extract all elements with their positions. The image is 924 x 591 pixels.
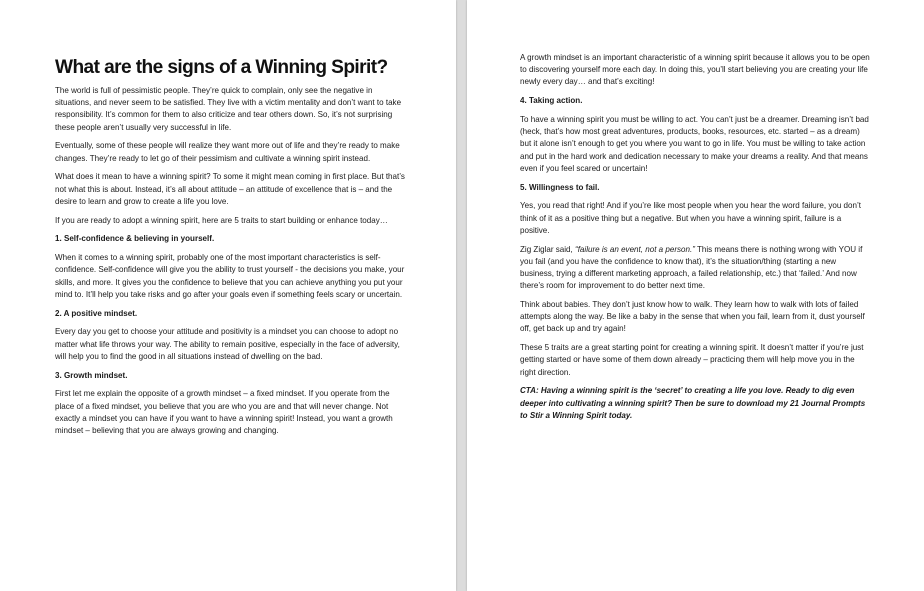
willingness-paragraph-3: Think about babies. They don’t just know how to walk. They learn how to walk with lots of failed attempts along the way. Be like a baby in the sense that when you fail, learn from it, dust yourself off, get back up and try again! bbox=[520, 300, 865, 334]
section-body-self-confidence: When it comes to a winning spirit, probably one of the most important characteristics is self-confidence. Self-confidence will give you the ability to trust yourself - the decisions you make, your skills, and more. It gives you the confidence to believe that you can achieve anything you put your mind to. It’ll help you take risks and go after your goals even if something feels scary or uncertain. bbox=[55, 253, 405, 299]
section-body-taking-action: To have a winning spirit you must be willing to act. You can’t just be a dreamer. Dreaming isn’t bad (heck, that’s how most great adventures, products, books, resources, etc. started – as a dream) but it alone isn’t enough to get you where you want to go in life. You must be willing to take action and put in the hard work and dedication necessary to make your dreams a reality. And that means even if you feel scared or uncertain! bbox=[520, 115, 869, 173]
section-heading-growth-mindset: 3. Growth mindset. bbox=[55, 370, 128, 380]
section-body-growth-mindset: First let me explain the opposite of a growth mindset – a fixed mindset. If you operate from the place of a fixed mindset, you believe that you are who you are and that will never change. Not exactly a mindset you can have if you want to have a winning spirit! Instead, you want a growth mindset – believing that you are always growing and changing. bbox=[55, 389, 393, 436]
intro-paragraph-3: What does it mean to have a winning spirit? To some it might mean coming in first place. But that’s not what this is about. Instead, it’s all about attitude – an attitude of excellence that is – and the desire to learn and grow to create a life you love. bbox=[55, 172, 405, 206]
section-body-positive-mindset: Every day you get to choose your attitude and positivity is a mindset you can choose to adopt no matter what life throws your way. The ability to remain positive, especially in the face of adversity, will help you to find the good in all situations instead of dwelling on the bad. bbox=[55, 327, 400, 361]
intro-paragraph-1: The world is full of pessimistic people. They’re quick to complain, only see the negative in situations, and never seem to be satisfied. They live with a victim mentality and don’t want to take responsibility. It’s common for them to also criticize and tear others down. So, it’s not surprising these people aren’t usually very successful in life. bbox=[55, 86, 402, 132]
section-heading-self-confidence: 1. Self-confidence & believing in yourself. bbox=[55, 234, 215, 244]
intro-paragraph-2: Eventually, some of these people will realize they want more out of life and they’re ready to make changes. They’re ready to let go of their pessimism and cultivate a winning spirit instead. bbox=[55, 141, 400, 163]
page-2 bbox=[467, 0, 924, 591]
section-heading-positive-mindset: 2. A positive mindset. bbox=[55, 308, 138, 318]
section-heading-taking-action: 4. Taking action. bbox=[520, 96, 583, 106]
growth-mindset-continuation: A growth mindset is an important characteristic of a winning spirit because it allows you to be open to discovering yourself more each day. In doing this, you’ll start believing you are creating your life newly every day… and that’s exciting! bbox=[520, 53, 870, 87]
quote-prefix: Zig Ziglar said, bbox=[520, 244, 576, 254]
page-1 bbox=[0, 0, 456, 591]
quote-suffix: This means there is nothing wrong with YOU if you fail (and you have the confidence to know that), it’s the situation/thing (starting a new business, trying a different marketing approach, a failed relationship, etc.) that ‘failed.’ And now there’s room for improvement to do better next time. bbox=[520, 244, 863, 291]
page-2-content bbox=[520, 52, 872, 429]
section-heading-willingness-to-fail: 5. Willingness to fail. bbox=[520, 182, 600, 192]
document-title: What are the signs of a Winning Spirit? bbox=[55, 56, 388, 78]
call-to-action: CTA: Having a winning spirit is the ‘secret’ to creating a life you love. Ready to dig even deeper into cultivating a winning spirit? Then be sure to download my 21 Journal Prompts to Stir a Winning Spirit today. bbox=[520, 386, 866, 420]
ziglar-quote: “failure is an event, not a person.” bbox=[575, 244, 695, 254]
page-1-content bbox=[55, 55, 405, 444]
intro-paragraph-4: If you are ready to adopt a winning spirit, here are 5 traits to start building or enhance today… bbox=[55, 215, 388, 225]
willingness-paragraph-1: Yes, you read that right! And if you’re like most people when you hear the word failure, you don’t think of it as a positive thing but a negative. But when you have a winning spirit, failure is a positive. bbox=[520, 201, 862, 235]
closing-paragraph: These 5 traits are a great starting point for creating a winning spirit. It doesn’t matter if you’re just getting started or have some of them down already – practicing them will help move you in the right direction. bbox=[520, 343, 864, 377]
willingness-paragraph-2 bbox=[520, 244, 872, 293]
